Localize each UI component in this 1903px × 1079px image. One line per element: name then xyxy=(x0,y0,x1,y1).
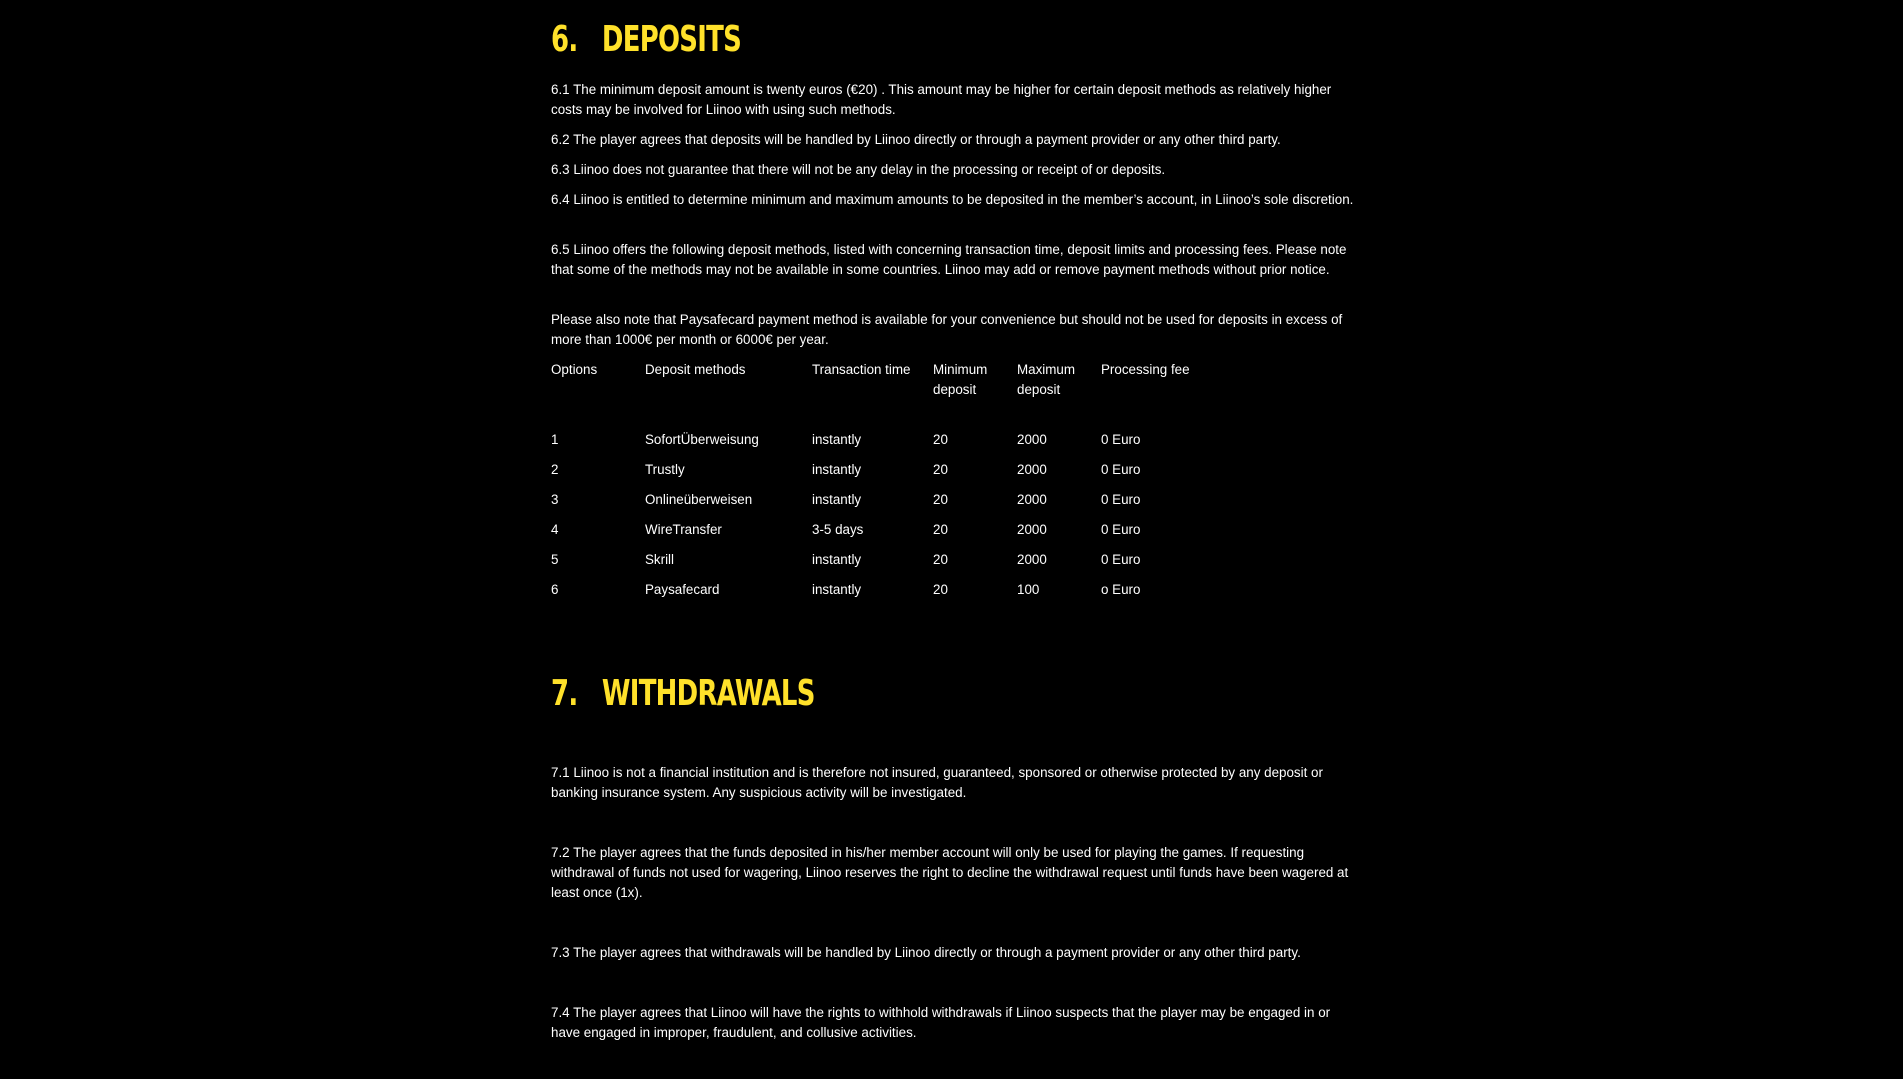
cell-processing-fee: 0 Euro xyxy=(1101,522,1141,537)
cell-max-deposit: 2000 xyxy=(1017,492,1047,507)
cell-option: 5 xyxy=(551,552,559,567)
cell-option: 6 xyxy=(551,582,559,597)
table-row xyxy=(551,460,1251,480)
paragraph-6-1: 6.1 The minimum deposit amount is twenty euros (€20) . This amount may be higher for certain deposit methods as relatively higher costs may be involved for Liinoo with using such methods. xyxy=(551,82,1332,117)
table-header: Transaction time xyxy=(812,362,911,377)
section-title: DEPOSITS xyxy=(601,19,742,60)
cell-min-deposit: 20 xyxy=(933,432,948,447)
table-header: Minimum deposit xyxy=(933,362,988,397)
cell-max-deposit: 100 xyxy=(1017,582,1040,597)
table-row xyxy=(551,550,1251,570)
cell-max-deposit: 2000 xyxy=(1017,552,1047,567)
cell-method: WireTransfer xyxy=(645,522,722,537)
cell-transaction-time: instantly xyxy=(812,462,862,477)
cell-processing-fee: 0 Euro xyxy=(1101,492,1141,507)
cell-min-deposit: 20 xyxy=(933,582,948,597)
cell-option: 3 xyxy=(551,492,559,507)
cell-option: 2 xyxy=(551,462,559,477)
cell-processing-fee: o Euro xyxy=(1101,582,1141,597)
cell-min-deposit: 20 xyxy=(933,552,948,567)
cell-max-deposit: 2000 xyxy=(1017,432,1047,447)
cell-method: Skrill xyxy=(645,552,675,567)
cell-option: 1 xyxy=(551,432,559,447)
paragraph-6-3: 6.3 Liinoo does not guarantee that there will not be any delay in the processing or receipt of or deposits. xyxy=(551,162,1166,177)
section-number: 6. xyxy=(551,19,578,60)
section-heading-withdrawals xyxy=(551,672,815,716)
paragraph-7-1: 7.1 Liinoo is not a financial institution and is therefore not insured, guaranteed, sponsored or otherwise protected by any deposit or banking insurance system. Any suspicious activity will be investigated. xyxy=(551,765,1323,800)
table-header: Deposit methods xyxy=(645,362,746,377)
section-number: 7. xyxy=(551,673,578,714)
cell-method: Paysafecard xyxy=(645,582,720,597)
cell-method: SofortÜberweisung xyxy=(645,432,759,447)
cell-transaction-time: instantly xyxy=(812,552,862,567)
table-header: Processing fee xyxy=(1101,362,1190,377)
paragraph-7-3: 7.3 The player agrees that withdrawals will be handled by Liinoo directly or through a payment provider or any other third party. xyxy=(551,945,1301,960)
cell-max-deposit: 2000 xyxy=(1017,462,1047,477)
paragraph-paysafecard-note: Please also note that Paysafecard payment method is available for your convenience but should not be used for deposits in excess of more than 1000€ per month or 6000€ per year. xyxy=(551,312,1343,347)
cell-transaction-time: 3-5 days xyxy=(812,522,864,537)
paragraph-6-5: 6.5 Liinoo offers the following deposit methods, listed with concerning transaction time, deposit limits and processing fees. Please note that some of the methods may not be available in some countries. Liinoo may add or remove payment methods without prior notice. xyxy=(551,242,1347,277)
cell-method: Trustly xyxy=(645,462,685,477)
cell-transaction-time: instantly xyxy=(812,432,862,447)
table-row xyxy=(551,490,1251,510)
cell-min-deposit: 20 xyxy=(933,492,948,507)
paragraph-7-4: 7.4 The player agrees that Liinoo will have the rights to withhold withdrawals if Liinoo suspects that the player may be engaged in or have engaged in improper, fraudulent, and collusive activities. xyxy=(551,1005,1331,1040)
cell-min-deposit: 20 xyxy=(933,522,948,537)
table-header: Options xyxy=(551,362,598,377)
table-header: Maximum deposit xyxy=(1017,362,1076,397)
cell-max-deposit: 2000 xyxy=(1017,522,1047,537)
table-row xyxy=(551,430,1251,450)
paragraph-6-4: 6.4 Liinoo is entitled to determine minimum and maximum amounts to be deposited in the member’s account, in Liinoo’s sole discretion. xyxy=(551,192,1354,207)
table-header-row xyxy=(551,360,1251,400)
section-title: WITHDRAWALS xyxy=(601,673,815,714)
cell-option: 4 xyxy=(551,522,559,537)
paragraph-7-2: 7.2 The player agrees that the funds deposited in his/her member account will only be used for playing the games. If requesting withdrawal of funds not used for wagering, Liinoo reserves the right to decline the withdrawal request until funds have been wagered at least once (1x). xyxy=(551,845,1349,900)
table-row xyxy=(551,520,1251,540)
table-row xyxy=(551,580,1251,600)
section-heading-deposits xyxy=(551,18,741,62)
cell-processing-fee: 0 Euro xyxy=(1101,432,1141,447)
paragraph-6-2: 6.2 The player agrees that deposits will be handled by Liinoo directly or through a payment provider or any other third party. xyxy=(551,132,1281,147)
cell-method: Onlineüberweisen xyxy=(645,492,753,507)
cell-min-deposit: 20 xyxy=(933,462,948,477)
cell-transaction-time: instantly xyxy=(812,582,862,597)
cell-transaction-time: instantly xyxy=(812,492,862,507)
cell-processing-fee: 0 Euro xyxy=(1101,552,1141,567)
cell-processing-fee: 0 Euro xyxy=(1101,462,1141,477)
